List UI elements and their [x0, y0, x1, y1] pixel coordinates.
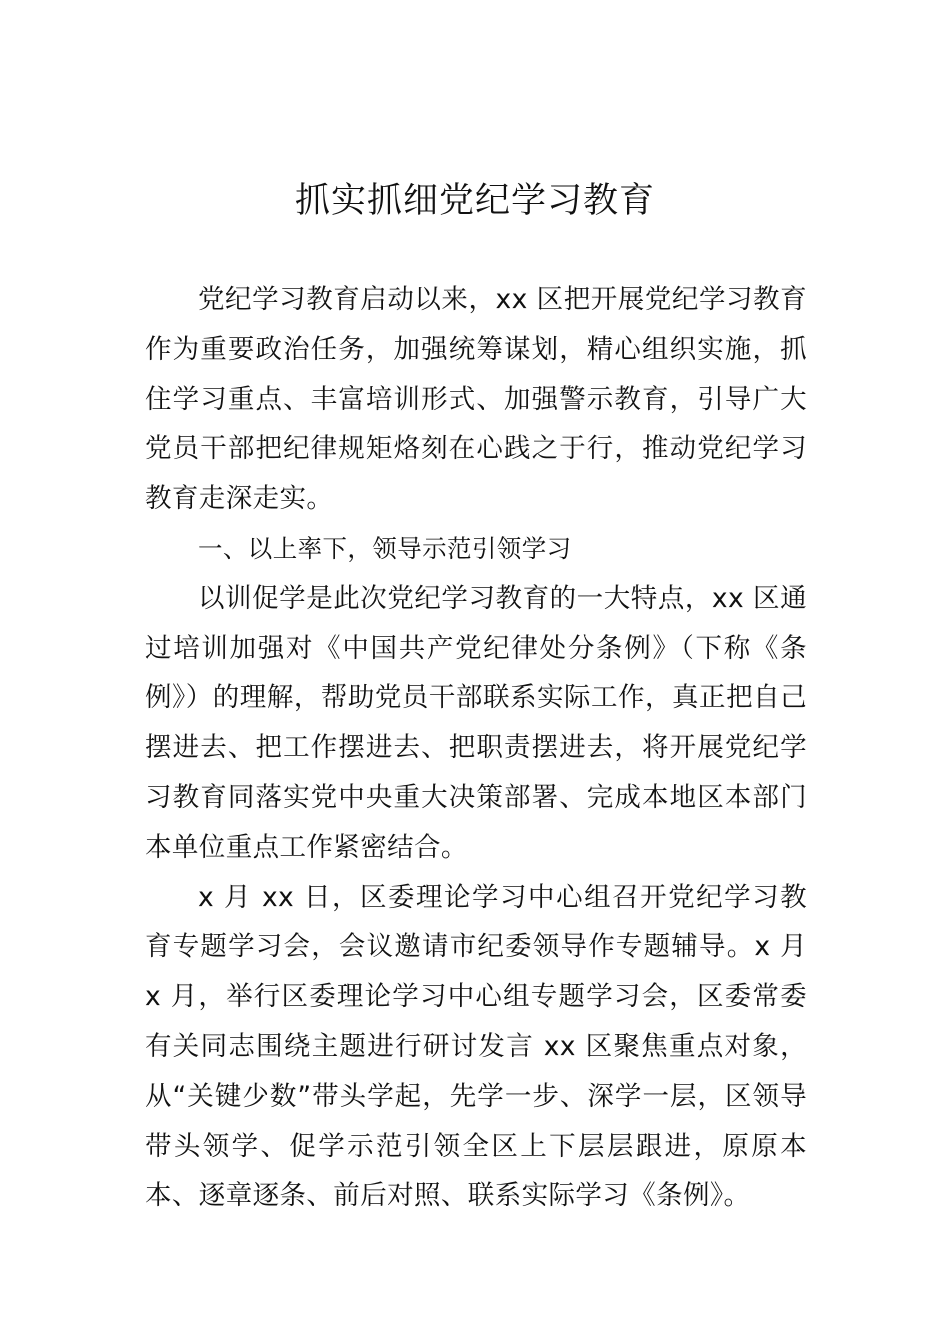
body-paragraph: 以训促学是此次党纪学习教育的一大特点，xx 区通过培训加强对《中国共产党纪律处分条例》（下称《条例》）的理解，帮助党员干部联系实际工作，真正把自己摆进去、把工作摆进去、把职责摆进去，将开展党纪学习教育同落实党中央重大决策部署、完成本地区本部门本单位重点工作紧密结合。 — [145, 582, 807, 863]
body-paragraph: x 月 xx 日，区委理论学习中心组召开党纪学习教育专题学习会，会议邀请市纪委领导作专题辅导。x 月 x 月，举行区委理论学习中心组专题学习会，区委常委有关同志围绕主题进行研讨发言 xx 区聚焦重点对象，从“关键少数”带头学起，先学一步、深学一层，区领导带头领学、促学示范引领全区上下层层跟进，原原本本、逐章逐条、前后对照、联系实际学习《条例》。 — [145, 881, 807, 1212]
section-heading: 一、以上率下，领导示范引领学习 — [198, 533, 572, 563]
document-title: 抓实抓细党纪学习教育 — [294, 181, 655, 221]
intro-paragraph: 党纪学习教育启动以来，xx 区把开展党纪学习教育作为重要政治任务，加强统筹谋划，精心组织实施，抓住学习重点、丰富培训形式、加强警示教育，引导广大党员干部把纪律规矩烙刻在心践之于行，推动党纪学习教育走深走实。 — [145, 284, 807, 515]
document-body — [145, 275, 807, 1221]
